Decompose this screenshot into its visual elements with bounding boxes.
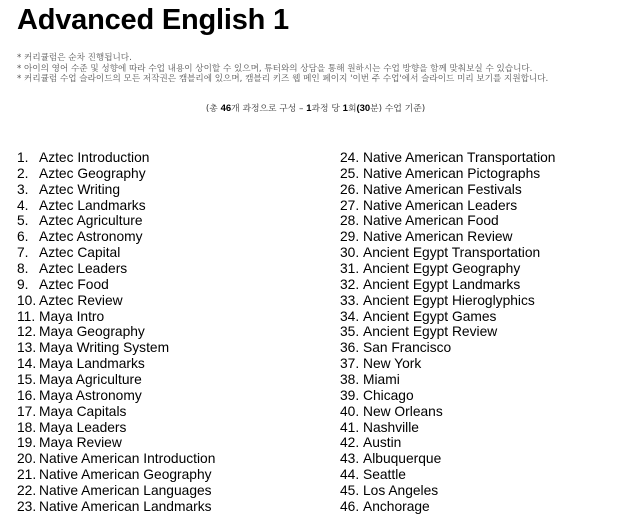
lesson-number: 20. [17,451,37,467]
lesson-item [17,229,215,245]
lesson-title: Anchorage [363,498,430,514]
lesson-item [340,166,555,182]
lesson-title: Aztec Food [39,276,109,292]
lesson-title: Native American Geography [39,467,212,483]
lesson-title: Ancient Egypt Transportation [363,245,541,261]
summary-sessions: 1 [342,103,348,114]
lesson-title: Albuquerque [363,451,442,467]
lesson-title: Native American Food [363,213,499,229]
lesson-title: Aztec Capital [39,245,121,261]
summary-text-2: 과정 당 [311,104,343,114]
lesson-number: 17. [17,403,37,419]
lesson-item [17,182,215,198]
lesson-number: 18. [17,419,37,435]
lesson-item [17,245,215,261]
lesson-number: 12. [17,324,37,340]
lesson-item [17,467,215,483]
lesson-title: Los Angeles [363,483,439,499]
lesson-number: 34. [340,308,360,324]
note-copyright: * 커리큘럼 수업 슬라이드의 모든 저작권은 캠블리에 있으며, 캠블리 키즈 웹 메인 페이지 '이번 주 수업'에서 슬라이드 미리 보기를 지원합니다. [17,74,549,85]
lesson-title: Maya Agriculture [39,372,142,388]
lesson-title: Maya Astronomy [39,387,142,403]
lesson-number: 23. [17,498,37,514]
lesson-title: Maya Review [39,435,122,451]
lesson-item [17,451,215,467]
lesson-number: 9. [17,276,29,292]
lesson-number: 10. [17,292,37,308]
lesson-title: Ancient Egypt Review [363,324,498,340]
lesson-title: Ancient Egypt Hieroglyphics [363,292,535,308]
lesson-item [340,372,555,388]
lesson-title: Miami [363,372,400,388]
lesson-title: Aztec Review [39,292,123,308]
lesson-item [17,277,215,293]
lesson-item [340,293,555,309]
lesson-title: Austin [363,435,402,451]
lesson-item [340,420,555,436]
lesson-item [340,245,555,261]
summary-text-1: 개 과정으로 구성 – [231,104,307,114]
lesson-number: 42. [340,435,360,451]
lesson-item [17,150,215,166]
lesson-number: 31. [340,261,360,277]
lesson-title: Native American Landmarks [39,498,212,514]
lesson-item [340,467,555,483]
lesson-number: 40. [340,403,360,419]
lesson-title: Native American Leaders [363,197,518,213]
course-summary [0,101,631,114]
summary-close: ) 수업 기준) [378,104,426,114]
lesson-item [17,435,215,451]
lesson-item [340,340,555,356]
lesson-title: Aztec Astronomy [39,229,143,245]
lesson-item [17,261,215,277]
lesson-number: 8. [17,261,29,277]
lesson-list-left [17,150,215,515]
lesson-item [17,404,215,420]
lesson-number: 35. [340,324,360,340]
lesson-title: Maya Geography [39,324,145,340]
summary-text-3: 회 [347,104,357,114]
lesson-title: Chicago [363,387,414,403]
lesson-title: Aztec Writing [39,181,121,197]
lesson-title: Native American Festivals [363,181,522,197]
lesson-item [340,150,555,166]
lesson-item [340,435,555,451]
lesson-number: 6. [17,229,29,245]
summary-open: (총 [205,104,221,114]
summary-per-lesson: 1 [306,103,312,114]
lesson-item [340,451,555,467]
lesson-title: Maya Landmarks [39,356,145,372]
lesson-title: Native American Review [363,229,513,245]
lesson-item [340,483,555,499]
lesson-item [17,388,215,404]
lesson-title: Maya Writing System [39,340,170,356]
lesson-item [17,499,215,515]
lesson-title: Native American Pictographs [363,165,541,181]
lesson-item [17,324,215,340]
lesson-number: 46. [340,498,360,514]
lesson-title: Aztec Introduction [39,150,150,165]
lesson-number: 13. [17,340,37,356]
lesson-number: 7. [17,245,29,261]
lesson-number: 33. [340,292,360,308]
summary-minutes-unit: 분 [370,104,379,114]
lesson-title: Native American Introduction [39,451,216,467]
lesson-item [340,182,555,198]
lesson-item [340,404,555,420]
lesson-item [17,340,215,356]
lesson-item [340,356,555,372]
lesson-number: 45. [340,483,360,499]
lesson-title: Seattle [363,467,406,483]
lesson-title: Aztec Geography [39,165,146,181]
lesson-number: 4. [17,197,29,213]
lesson-item [17,420,215,436]
lesson-number: 16. [17,387,37,403]
lesson-title: New York [363,356,422,372]
lesson-title: San Francisco [363,340,452,356]
lesson-number: 32. [340,276,360,292]
lesson-title: Aztec Agriculture [39,213,143,229]
lesson-number: 36. [340,340,360,356]
lesson-title: Aztec Leaders [39,261,128,277]
lesson-item [17,372,215,388]
lesson-item [340,277,555,293]
lesson-item [340,261,555,277]
lesson-number: 39. [340,387,360,403]
lesson-number: 22. [17,483,37,499]
summary-total-lessons: 46 [220,103,232,114]
lesson-title: Aztec Landmarks [39,197,146,213]
lesson-title: New Orleans [363,403,443,419]
lesson-item [17,309,215,325]
lesson-number: 30. [340,245,360,261]
lesson-number: 21. [17,467,37,483]
lesson-number: 29. [340,229,360,245]
lesson-item [340,198,555,214]
lesson-number: 41. [340,419,360,435]
lesson-number: 27. [340,197,360,213]
lesson-item [340,213,555,229]
lesson-title: Ancient Egypt Games [363,308,497,324]
lesson-item [17,213,215,229]
lesson-title: Maya Leaders [39,419,127,435]
lesson-item [17,356,215,372]
lesson-number: 37. [340,356,360,372]
lesson-number: 1. [17,150,29,165]
lesson-item [340,388,555,404]
lesson-number: 28. [340,213,360,229]
lesson-number: 26. [340,181,360,197]
notes-section [17,53,622,85]
lesson-title: Nashville [363,419,419,435]
lesson-title: Maya Capitals [39,403,127,419]
lesson-number: 25. [340,165,360,181]
lesson-number: 38. [340,372,360,388]
lesson-title: Ancient Egypt Landmarks [363,276,521,292]
lesson-item [340,229,555,245]
lesson-item [17,293,215,309]
lesson-title: Native American Transportation [363,150,556,165]
lesson-item [340,309,555,325]
lesson-number: 44. [340,467,360,483]
note-sequential: * 커리큘럼은 순차 진행됩니다. [17,53,132,63]
lesson-item [17,198,215,214]
lesson-item [17,483,215,499]
note-tutor-consult: * 아이의 영어 수준 및 성향에 따라 수업 내용이 상이할 수 있으며, 튜터와의 상담을 통해 원하시는 수업 방향을 함께 맞춰보실 수 있습니다. [17,63,533,74]
lesson-list-right [340,150,555,515]
lesson-number: 5. [17,213,29,229]
summary-minutes: (30 [356,103,371,114]
lesson-item [340,499,555,515]
lesson-number: 43. [340,451,360,467]
lesson-number: 19. [17,435,37,451]
page-title: Advanced English 1 [17,4,289,36]
lesson-number: 15. [17,372,37,388]
lesson-number: 11. [17,308,36,324]
lesson-title: Maya Intro [39,308,105,324]
lesson-number: 14. [17,356,37,372]
lesson-item [17,166,215,182]
lesson-number: 3. [17,181,29,197]
lesson-title: Ancient Egypt Geography [363,261,521,277]
lesson-title: Native American Languages [39,483,212,499]
lesson-item [340,324,555,340]
lesson-number: 24. [340,150,360,165]
lesson-number: 2. [17,165,29,181]
